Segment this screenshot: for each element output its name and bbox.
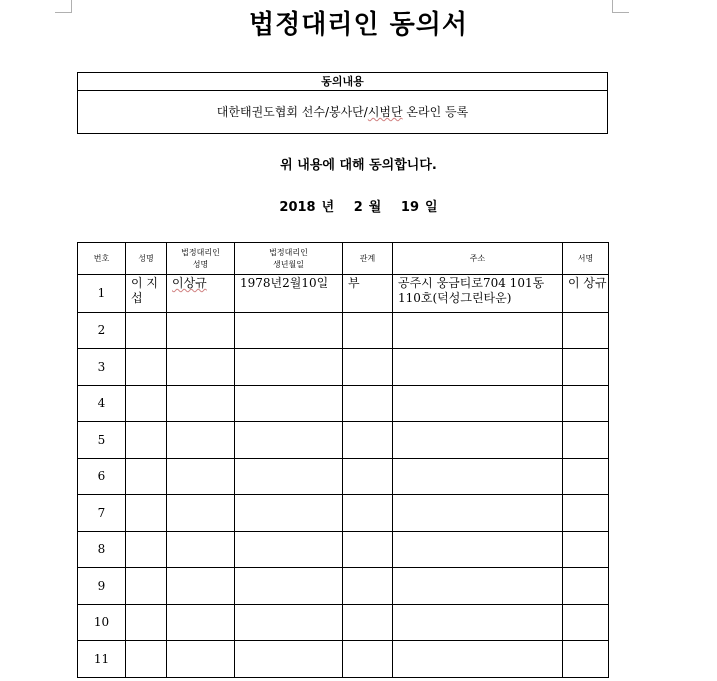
signature-cell[interactable] [563, 458, 609, 495]
row-number[interactable] [78, 604, 126, 641]
guardian-name-cell[interactable] [167, 641, 235, 678]
relation-cell[interactable] [343, 604, 393, 641]
row-number-text: 3 [97, 359, 106, 374]
table-row [78, 568, 609, 605]
table-row [78, 604, 609, 641]
document-title: 법정대리인 동의서 [249, 10, 468, 40]
signature-cell[interactable] [563, 641, 609, 678]
signature-cell[interactable] [563, 495, 609, 532]
address-cell[interactable] [393, 422, 563, 459]
table-body [78, 275, 609, 678]
row-number-text: 7 [97, 505, 106, 520]
consent-content-prefix: 대한태권도협회 선수/봉사단/ [216, 105, 368, 119]
date-year-unit: 년 [321, 200, 335, 215]
row-number-text: 4 [97, 396, 106, 411]
row-number-text: 1 [97, 286, 106, 301]
student-name-cell[interactable] [126, 495, 167, 532]
signature-cell[interactable] [563, 568, 609, 605]
signature-cell[interactable] [563, 275, 609, 313]
col-header-number-line: 번호 [93, 253, 110, 263]
row-number-text: 2 [97, 323, 106, 338]
guardian-birth-cell[interactable] [235, 641, 343, 678]
col-header-signature [563, 243, 609, 275]
col-header-guardian-birth [235, 243, 343, 275]
student-name-cell-text: 이 지섭 [131, 276, 158, 305]
signature-cell[interactable] [563, 349, 609, 386]
relation-cell[interactable] [343, 385, 393, 422]
student-name-cell[interactable] [126, 312, 167, 349]
table-row [78, 458, 609, 495]
date-line [0, 196, 717, 215]
guardian-birth-cell[interactable] [235, 531, 343, 568]
col-header-relation [343, 243, 393, 275]
student-name-cell[interactable] [126, 458, 167, 495]
consent-box [77, 72, 608, 134]
guardian-name-cell[interactable] [167, 312, 235, 349]
relation-cell[interactable] [343, 531, 393, 568]
guardian-birth-cell[interactable] [235, 349, 343, 386]
guardian-name-cell[interactable] [167, 604, 235, 641]
signature-cell[interactable] [563, 604, 609, 641]
col-header-address [393, 243, 563, 275]
guardian-name-cell[interactable] [167, 385, 235, 422]
address-cell-text: 공주시 웅금티로704 101동 110호(덕성그린타운) [398, 276, 545, 305]
address-cell[interactable] [393, 312, 563, 349]
col-header-guardian-birth-line: 법정대리인 [269, 247, 308, 257]
date-month-unit: 월 [368, 200, 382, 215]
table-row [78, 531, 609, 568]
address-cell[interactable] [393, 531, 563, 568]
agreement-text: 위 내용에 대해 동의합니다. [280, 158, 437, 173]
guardian-birth-cell[interactable] [235, 568, 343, 605]
guardian-name-cell[interactable] [167, 495, 235, 532]
table-row [78, 495, 609, 532]
row-number[interactable] [78, 349, 126, 386]
consent-content-suffix: 온라인 등록 [402, 105, 469, 119]
signature-cell[interactable] [563, 531, 609, 568]
relation-cell[interactable] [343, 495, 393, 532]
col-header-name [126, 243, 167, 275]
col-header-guardian-birth-line: 생년월일 [273, 259, 304, 269]
student-name-cell[interactable] [126, 531, 167, 568]
row-number-text: 5 [97, 432, 106, 447]
address-cell[interactable] [393, 495, 563, 532]
guardian-birth-cell[interactable] [235, 458, 343, 495]
signature-cell[interactable] [563, 312, 609, 349]
col-header-number [78, 243, 126, 275]
address-cell[interactable] [393, 275, 563, 313]
guardian-consent-table [77, 242, 609, 678]
guardian-birth-cell[interactable] [235, 312, 343, 349]
row-number-text: 8 [97, 542, 106, 557]
date-day: 19 [400, 200, 420, 215]
row-number[interactable] [78, 422, 126, 459]
row-number-text: 11 [93, 651, 110, 666]
guardian-birth-cell[interactable] [235, 604, 343, 641]
col-header-guardian-name-line: 법정대리인 [181, 247, 220, 257]
row-number[interactable] [78, 385, 126, 422]
table-row [78, 312, 609, 349]
relation-cell[interactable] [343, 458, 393, 495]
guardian-name-cell-text: 이상규 [172, 276, 207, 290]
row-number-text: 9 [97, 578, 106, 593]
relation-cell[interactable] [343, 568, 393, 605]
col-header-guardian-name [167, 243, 235, 275]
table-row [78, 275, 609, 313]
address-cell[interactable] [393, 385, 563, 422]
guardian-name-cell[interactable] [167, 349, 235, 386]
consent-box-content [78, 91, 607, 133]
table-row [78, 641, 609, 678]
address-cell[interactable] [393, 458, 563, 495]
student-name-cell[interactable] [126, 604, 167, 641]
signature-cell[interactable] [563, 422, 609, 459]
relation-cell[interactable] [343, 312, 393, 349]
student-name-cell[interactable] [126, 422, 167, 459]
row-number[interactable] [78, 641, 126, 678]
relation-cell[interactable] [343, 349, 393, 386]
guardian-name-cell[interactable] [167, 275, 235, 313]
guardian-name-cell[interactable] [167, 422, 235, 459]
table-row [78, 422, 609, 459]
row-number[interactable] [78, 312, 126, 349]
row-number[interactable] [78, 531, 126, 568]
consent-box-header: 동의내용 [78, 73, 607, 91]
address-cell[interactable] [393, 604, 563, 641]
address-cell[interactable] [393, 568, 563, 605]
date-month: 2 [353, 200, 363, 215]
guardian-name-cell[interactable] [167, 531, 235, 568]
col-header-address-line: 주소 [469, 253, 486, 263]
student-name-cell[interactable] [126, 641, 167, 678]
row-number[interactable] [78, 568, 126, 605]
col-header-signature-line: 서명 [577, 253, 594, 263]
relation-cell[interactable] [343, 275, 393, 313]
student-name-cell[interactable] [126, 385, 167, 422]
table-header-row [78, 243, 609, 275]
col-header-name-line: 성명 [138, 253, 154, 263]
student-name-cell[interactable] [126, 568, 167, 605]
signature-cell[interactable] [563, 385, 609, 422]
table-row [78, 385, 609, 422]
col-header-guardian-name-line: 성명 [192, 259, 209, 269]
signature-cell-text: 이 상규 [568, 276, 607, 290]
row-number-text: 6 [97, 469, 106, 484]
date-day-unit: 일 [425, 200, 438, 215]
address-cell[interactable] [393, 641, 563, 678]
guardian-birth-cell-text: 1978년2월10일 [240, 276, 329, 290]
student-name-cell[interactable] [126, 275, 167, 313]
relation-cell[interactable] [343, 422, 393, 459]
guardian-birth-cell[interactable] [235, 422, 343, 459]
row-number[interactable] [78, 275, 126, 313]
col-header-relation-line: 관계 [359, 253, 376, 263]
guardian-name-cell[interactable] [167, 458, 235, 495]
table-row [78, 349, 609, 386]
row-number[interactable] [78, 458, 126, 495]
consent-content-underlined: 시범단 [367, 105, 403, 119]
student-name-cell[interactable] [126, 349, 167, 386]
address-cell[interactable] [393, 349, 563, 386]
guardian-birth-cell[interactable] [235, 495, 343, 532]
guardian-birth-cell[interactable] [235, 385, 343, 422]
row-number[interactable] [78, 495, 126, 532]
guardian-name-cell[interactable] [167, 568, 235, 605]
relation-cell[interactable] [343, 641, 393, 678]
relation-cell-text: 부 [348, 276, 360, 290]
guardian-birth-cell[interactable] [235, 275, 343, 313]
row-number-text: 10 [93, 615, 110, 630]
date-year: 2018 [279, 200, 316, 215]
